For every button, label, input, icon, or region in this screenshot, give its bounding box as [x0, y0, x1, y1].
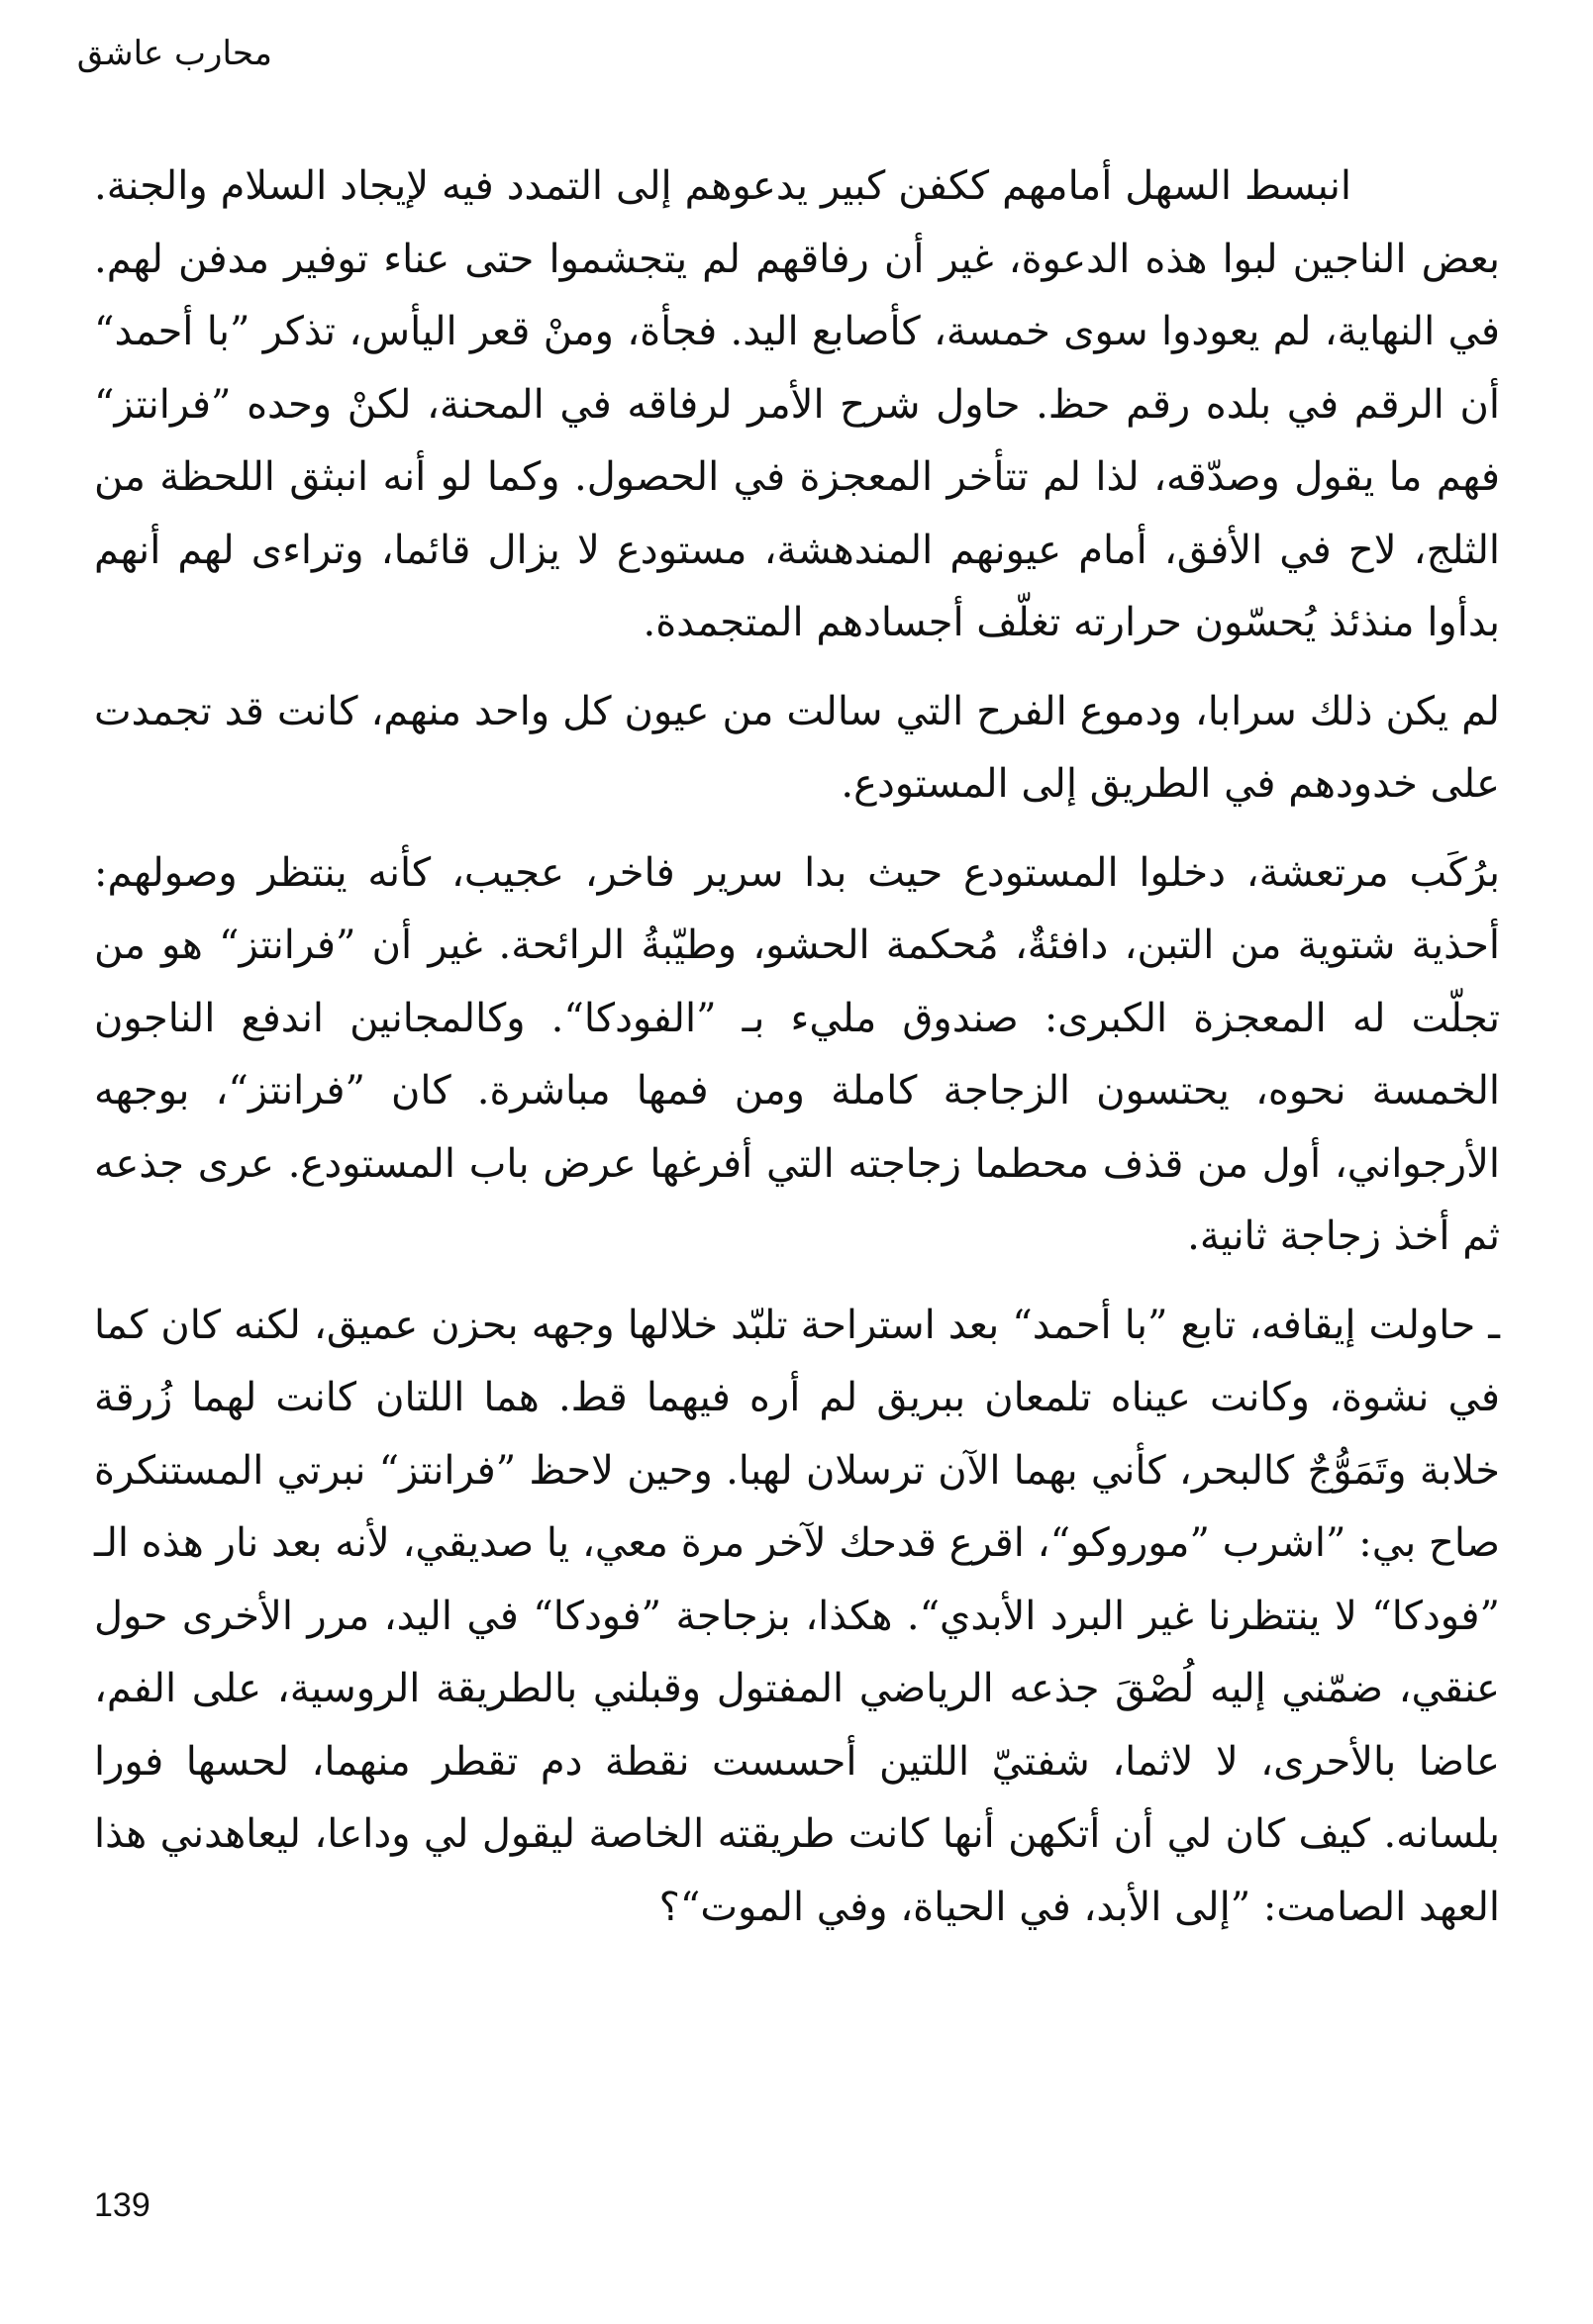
paragraph-1: انبسط السهل أمامهم ككفن كبير يدعوهم إلى التمدد فيه لإيجاد السلام والجنة. بعض الناجين لبوا هذه الدعوة، غير أن رفاقهم لم يتجشموا حتى عناء توفير مدفن لهم. في النهاية، لم يعودوا سوى خمسة، كأصابع اليد. فجأة، ومنْ قعر اليأس، تذكر ”با أحمد“ أن الرقم في بلده رقم حظ. حاول شرح الأمر لرفاقه في المحنة، لكنْ وحده ”فرانتز“ فهم ما يقول وصدّقه، لذا لم تتأخر المعجزة في الحصول. وكما لو أنه انبثق اللحظة من الثلج، لاح في الأفق، أمام عيونهم المندهشة، مستودع لا يزال قائما، وتراءى لهم أنهم بدأوا منذئذ يُحسّون حرارته تغلّف أجسادهم المتجمدة. — [94, 163, 1501, 645]
paragraph-3: برُكَب مرتعشة، دخلوا المستودع حيث بدا سرير فاخر، عجيب، كأنه ينتظر وصولهم: أحذية شتوية من التبن، دافئةٌ، مُحكمة الحشو، وطيّبةُ الرائحة. غير أن ”فرانتز“ هو من تجلّت له المعجزة الكبرى: صندوق مليء بـ ”الفودكا“. وكالمجانين اندفع الناجون الخمسة نحوه، يحتسون الزجاجة كاملة ومن فمها مباشرة. كان ”فرانتز“، بوجهه الأرجواني، أول من قذف محطما زجاجته التي أفرغها عرض باب المستودع. عرى جذعه ثم أخذ زجاجة ثانية. — [94, 849, 1500, 1259]
body-text — [94, 150, 1500, 1960]
page-number: 139 — [94, 2186, 150, 2224]
paragraph-4: ـ حاولت إيقافه، تابع ”با أحمد“ بعد استراحة تلبّد خلالها وجهه بحزن عميق، لكنه كان كما في نشوة، وكانت عيناه تلمعان ببريق لم أره فيهما قط. هما اللتان كانت لهما زُرقة خلابة وتَمَوُّجٌ كالبحر، كأني بهما الآن ترسلان لهبا. وحين لاحظ ”فرانتز“ نبرتي المستنكرة صاح بي: ”اشرب ”موروكو“، اقرع قدحك لآخر مرة معي، يا صديقي، لأنه بعد نار هذه الـ ”فودكا“ لا ينتظرنا غير البرد الأبدي“. هكذا، بزجاجة ”فودكا“ في اليد، مرر الأخرى حول عنقي، ضمّني إليه لُصْقَ جذعه الرياضي المفتول وقبلني بالطريقة الروسية، على الفم، عاضا بالأحرى، لا لاثما، شفتيّ اللتين أحسست نقطة دم تقطر منهما، لحسها فورا بلسانه. كيف كان لي أن أتكهن أنها كانت طريقته الخاصة ليقول لي وداعا، ليعاهدني هذا العهد الصامت: ”إلى الأبد، في الحياة، وفي الموت“؟ — [94, 1302, 1501, 1930]
paragraph-2: لم يكن ذلك سرابا، ودموع الفرح التي سالت من عيون كل واحد منهم، كانت قد تجمدت على خدودهم في الطريق إلى المستودع. — [94, 688, 1500, 807]
running-header-title: محارب عاشق — [76, 34, 272, 73]
